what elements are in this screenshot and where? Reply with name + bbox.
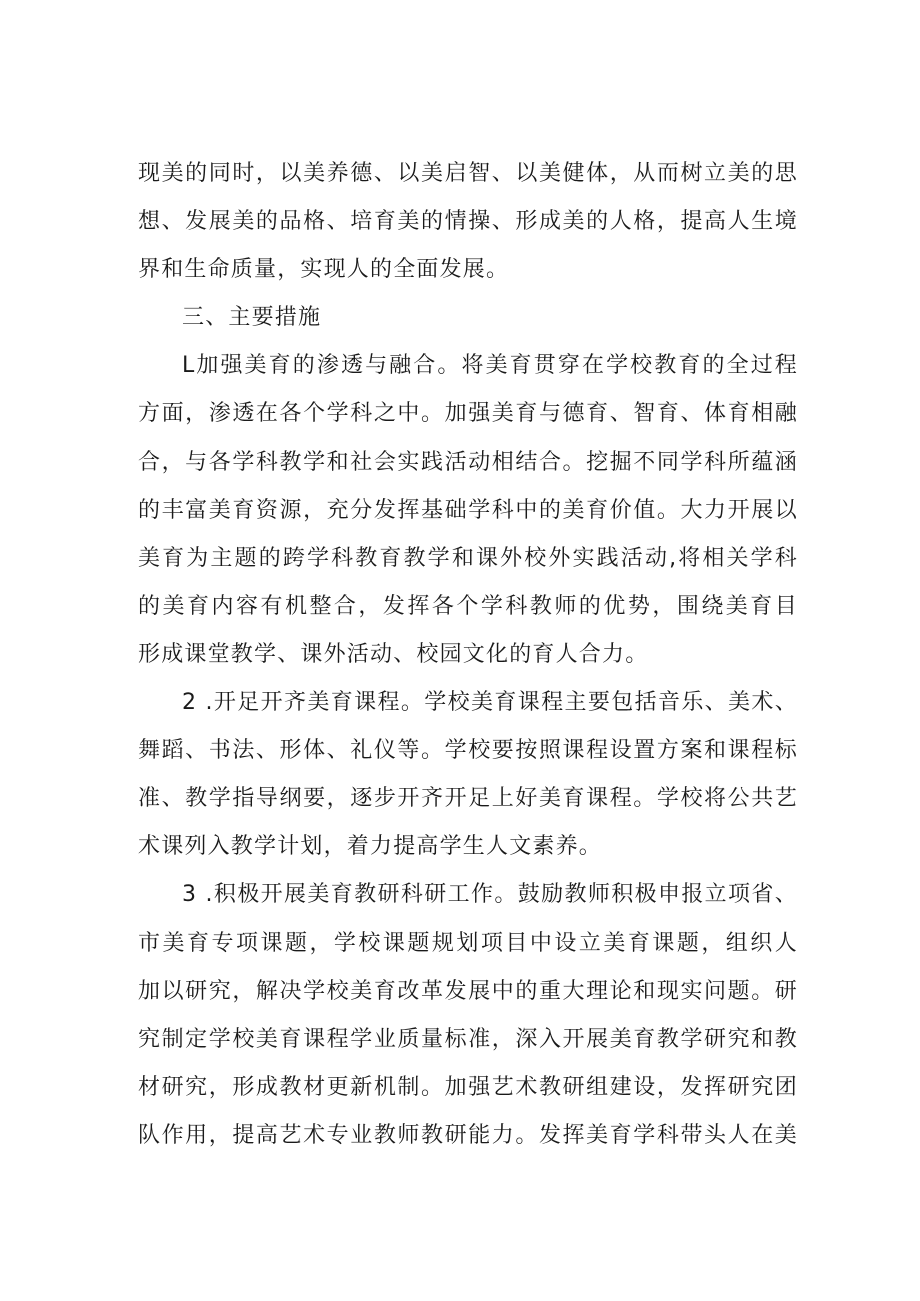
section-heading: 三、主要措施 bbox=[182, 305, 322, 331]
text-line: 界和生命质量，实现人的全面发展。 bbox=[138, 257, 510, 283]
text-line: 队作用，提高艺术专业教师教研能力。发挥美育学科带头人在美 bbox=[138, 1122, 798, 1148]
text-line: 2 .开足开齐美育课程。学校美育课程主要包括音乐、美术、 bbox=[182, 690, 798, 716]
text-line: 方面，渗透在各个学科之中。加强美育与德育、智育、体育相融 bbox=[138, 401, 798, 427]
text-line: 市美育专项课题，学校课题规划项目中设立美育课题，组织人 bbox=[138, 930, 798, 956]
text-line: 想、发展美的品格、培育美的情操、形成美的人格，提高人生境 bbox=[138, 209, 798, 235]
text-line: 的丰富美育资源，充分发挥基础学科中的美育价值。大力开展以 bbox=[138, 497, 798, 523]
text-line: 现美的同时，以美养德、以美启智、以美健体，从而树立美的思 bbox=[138, 161, 798, 186]
text-line: 究制定学校美育课程学业质量标准，深入开展美育教学研究和教 bbox=[138, 1026, 798, 1052]
text-line: L加强美育的渗透与融合。将美育贯穿在学校教育的全过程 bbox=[182, 353, 798, 379]
text-line: 3 .积极开展美育教研科研工作。鼓励教师积极申报立项省、 bbox=[182, 882, 798, 908]
body-text bbox=[138, 150, 798, 1160]
text-line: 术课列入教学计划，着力提高学生人文素养。 bbox=[138, 834, 603, 860]
text-line: 加以研究，解决学校美育改革发展中的重大理论和现实问题。研 bbox=[138, 978, 798, 1004]
text-line: 材研究，形成教材更新机制。加强艺术教研组建设，发挥研究团 bbox=[138, 1074, 798, 1100]
text-line: 准、教学指导纲要，逐步开齐开足上好美育课程。学校将公共艺 bbox=[138, 786, 798, 812]
text-line: 美育为主题的跨学科教育教学和课外校外实践活动,将相关学科 bbox=[138, 545, 798, 571]
text-line: 形成课堂教学、课外活动、校园文化的育人合力。 bbox=[138, 641, 649, 667]
text-line: 合，与各学科教学和社会实践活动相结合。挖掘不同学科所蕴涵 bbox=[138, 449, 798, 475]
text-line: 的美育内容有机整合，发挥各个学科教师的优势，围绕美育目 bbox=[138, 593, 798, 619]
text-line: 舞蹈、书法、形体、礼仪等。学校要按照课程设置方案和课程标 bbox=[138, 738, 798, 764]
